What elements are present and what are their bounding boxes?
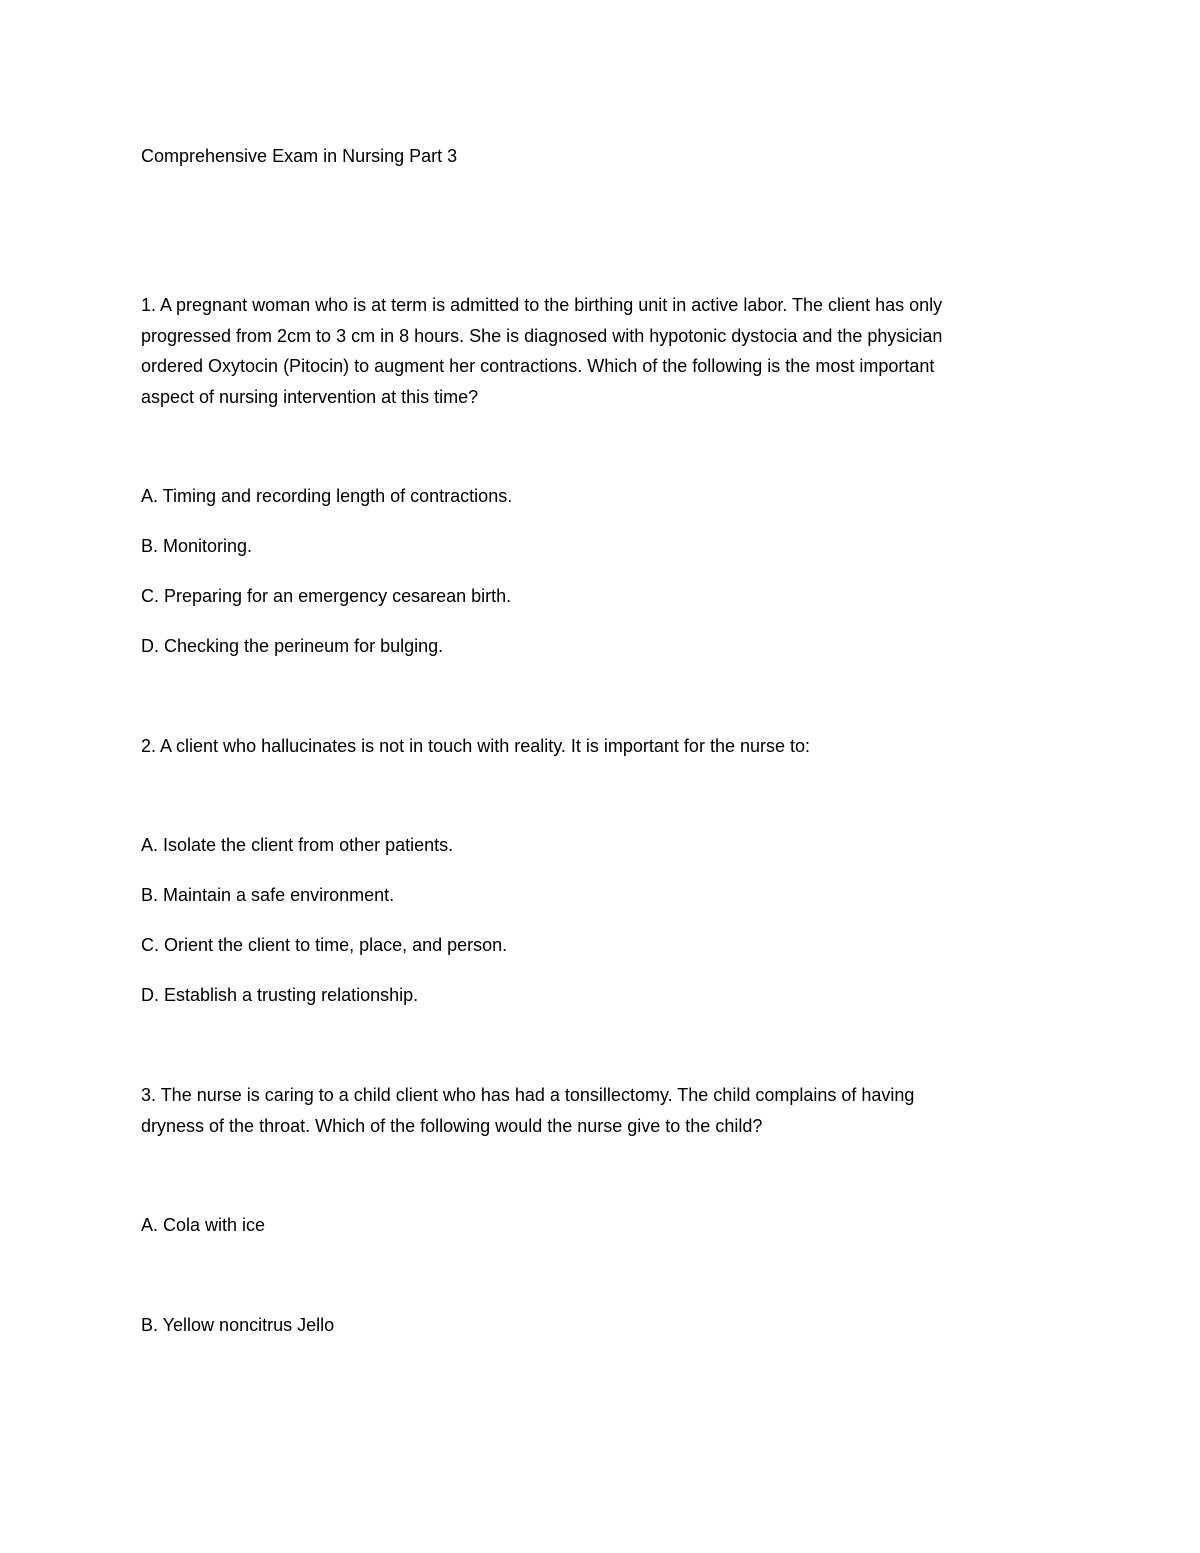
question-3-stem (141, 1080, 1046, 1141)
question-1-option-d: D. Checking the perineum for bulging. (141, 636, 444, 656)
question-2-stem (141, 731, 1046, 762)
question-1-option-a: A. Timing and recording length of contractions. (141, 486, 513, 506)
question-1-option-c: C. Preparing for an emergency cesarean birth. (141, 586, 512, 606)
question-3-option-a: A. Cola with ice (141, 1215, 266, 1235)
document-title: Comprehensive Exam in Nursing Part 3 (141, 146, 458, 166)
question-2-option-a: A. Isolate the client from other patients. (141, 835, 454, 855)
question-2-line-1: 2. A client who hallucinates is not in touch with reality. It is important for the nurse to: (141, 736, 811, 756)
question-1-stem (141, 290, 1046, 412)
question-1-line-2: progressed from 2cm to 3 cm in 8 hours. She is diagnosed with hypotonic dystocia and the physician (141, 325, 943, 346)
question-1-line-1: 1. A pregnant woman who is at term is admitted to the birthing unit in active labor. The client has only (141, 295, 943, 315)
question-3-line-1: 3. The nurse is caring to a child client who has had a tonsillectomy. The child complains of having (141, 1085, 915, 1105)
question-1-option-b: B. Monitoring. (141, 536, 253, 556)
question-3-line-2: dryness of the throat. Which of the following would the nurse give to the child? (141, 1115, 763, 1136)
question-1-line-4: aspect of nursing intervention at this time? (141, 386, 479, 407)
question-2-option-d: D. Establish a trusting relationship. (141, 985, 419, 1005)
question-2-option-c: C. Orient the client to time, place, and person. (141, 935, 508, 955)
question-2-option-b: B. Maintain a safe environment. (141, 885, 395, 905)
question-3-option-b: B. Yellow noncitrus Jello (141, 1315, 335, 1335)
question-1-line-3: ordered Oxytocin (Pitocin) to augment her contractions. Which of the following is the most important (141, 356, 935, 376)
